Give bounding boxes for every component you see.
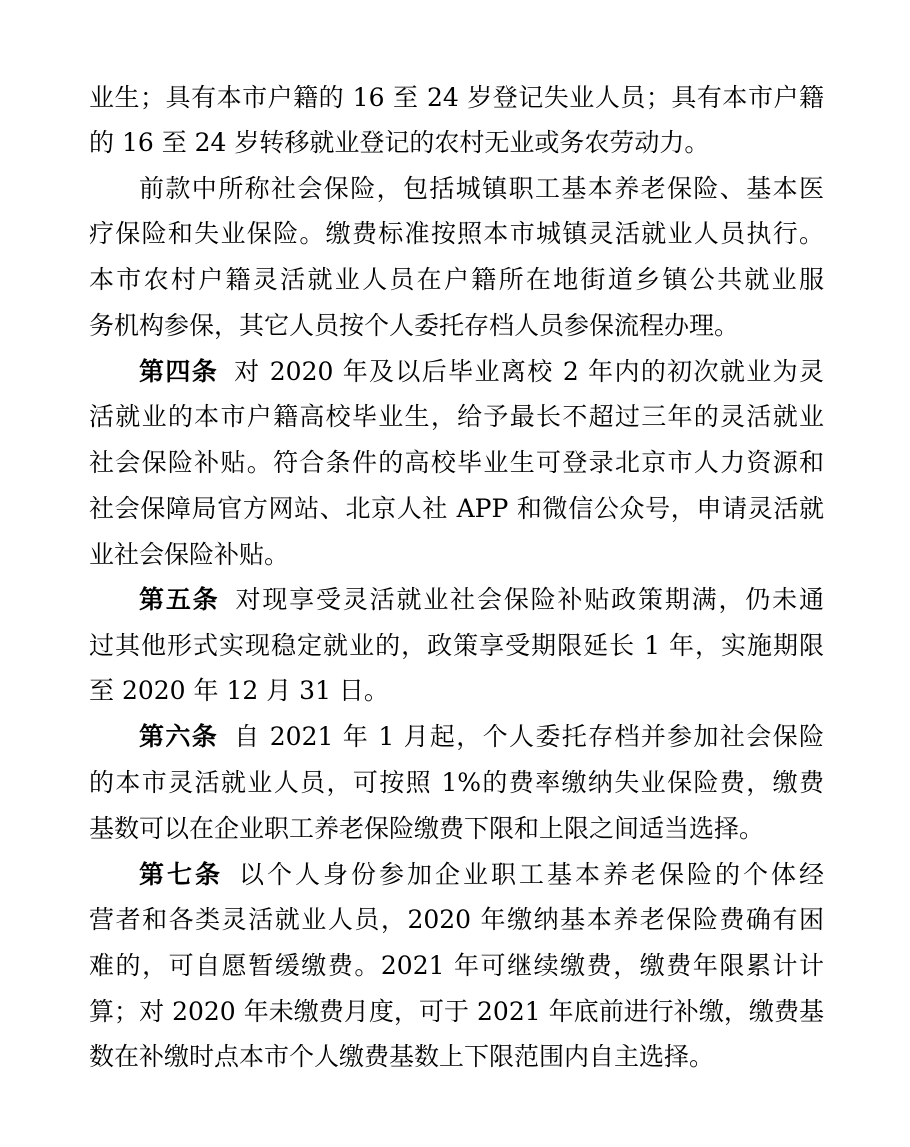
- paragraph-line: [89, 535, 824, 575]
- line-text: 对 2020 年及以后毕业离校 2 年内的初次就业为灵: [234, 357, 824, 386]
- paragraph-line: [89, 443, 824, 483]
- paragraph-line: [89, 397, 824, 437]
- line-text: 业生；具有本市户籍的 16 至 24 岁登记失业人员；具有本市户籍: [89, 83, 824, 112]
- line-text: 算；对 2020 年未缴费月度，可于 2021 年底前进行补缴，缴费基: [89, 997, 824, 1026]
- line-text: 务机构参保，其它人员按个人委托存档人员参保流程办理。: [89, 311, 740, 340]
- line-text: 的本市灵活就业人员，可按照 1%的费率缴纳失业保险费，缴费: [89, 768, 824, 797]
- line-text: 基数可以在企业职工养老保险缴费下限和上限之间适当选择。: [89, 814, 765, 843]
- article-number: 第六条: [139, 722, 219, 751]
- paragraph-line: [89, 946, 824, 986]
- line-text: 前款中所称社会保险，包括城镇职工基本养老保险、基本医: [139, 174, 824, 203]
- article-6-line: [139, 717, 824, 757]
- line-text: 难的，可自愿暂缓缴费。2021 年可继续缴费，缴费年限累计计: [89, 951, 824, 980]
- paragraph-line: [89, 992, 824, 1032]
- paragraph-line: [89, 123, 824, 163]
- article-number: 第五条: [139, 585, 220, 614]
- line-text: 至 2020 年 12 月 31 日。: [89, 676, 389, 705]
- line-text: 过其他形式实现稳定就业的，政策享受期限延长 1 年，实施期限: [89, 631, 824, 660]
- line-text: 业社会保险补贴。: [89, 540, 290, 569]
- paragraph-line: [89, 78, 824, 118]
- paragraph-line: [89, 214, 824, 254]
- line-text: 疗保险和失业保险。缴费标准按照本市城镇灵活就业人员执行。: [89, 219, 824, 248]
- paragraph-line: [139, 169, 824, 209]
- line-text: 以个人身份参加企业职工基本养老保险的个体经: [239, 860, 824, 889]
- paragraph-line: [89, 900, 824, 940]
- article-number: 第七条: [139, 860, 223, 889]
- article-5-line: [139, 580, 824, 620]
- line-text: 营者和各类灵活就业人员，2020 年缴纳基本养老保险费确有困: [89, 905, 824, 934]
- paragraph-line: [89, 1037, 824, 1077]
- line-text: 本市农村户籍灵活就业人员在户籍所在地街道乡镇公共就业服: [89, 265, 824, 294]
- line-text: 自 2021 年 1 月起，个人委托存档并参加社会保险: [234, 722, 824, 751]
- paragraph-line: [89, 260, 824, 300]
- paragraph-line: [89, 306, 824, 346]
- paragraph-line: [89, 763, 824, 803]
- line-text: 社会保险补贴。符合条件的高校毕业生可登录北京市人力资源和: [89, 448, 824, 477]
- line-text: 对现享受灵活就业社会保险补贴政策期满，仍未通: [235, 585, 824, 614]
- line-text: 社会保障局官方网站、北京人社 APP 和微信公众号，申请灵活就: [89, 494, 824, 523]
- paragraph-line: [89, 489, 824, 529]
- article-4-line: [139, 352, 824, 392]
- line-text: 数在补缴时点本市个人缴费基数上下限范围内自主选择。: [89, 1042, 715, 1071]
- paragraph-line: [89, 809, 824, 849]
- article-7-line: [139, 855, 824, 895]
- paragraph-line: [89, 671, 824, 711]
- line-text: 活就业的本市户籍高校毕业生，给予最长不超过三年的灵活就业: [89, 402, 824, 431]
- line-text: 的 16 至 24 岁转移就业登记的农村无业或务农劳动力。: [89, 128, 710, 157]
- article-number: 第四条: [139, 357, 219, 386]
- paragraph-line: [89, 626, 824, 666]
